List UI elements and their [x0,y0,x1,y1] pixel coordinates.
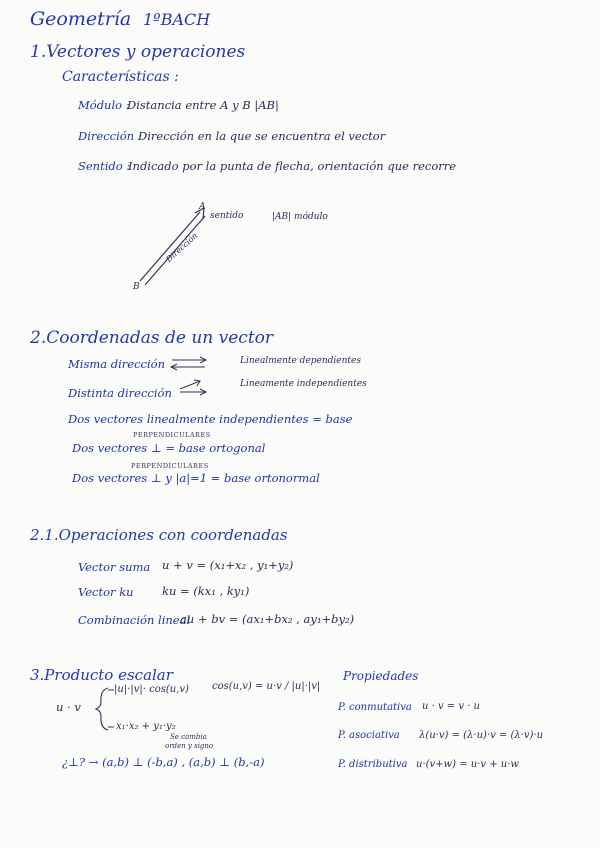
section-2-heading: 2.Coordenadas de un vector [30,328,274,348]
vector-ku-formula: ku = (kx₁ , ky₁) [162,584,250,598]
distributive-label: P. distributiva [338,759,408,770]
direccion-definition: Dirección en la que se encuentra el vector [138,129,386,143]
combinacion-lineal-label: Combinación lineal [78,613,191,627]
dot-product-modulus-formula: |u|·|v|· cos(u,v) [114,684,189,695]
combinacion-lineal-formula: au + bv = (ax₁+bx₂ , ay₁+by₂) [180,612,355,626]
figure-point-b: B [133,282,140,292]
change-note-2: orden y signo [165,742,214,750]
figure-point-a: A [199,202,206,212]
associative-label: P. asociativa [338,730,400,741]
section-2-1-heading: 2.1.Operaciones con coordenadas [30,526,288,544]
direccion-label: Dirección : [78,129,142,143]
cosine-formula: cos(u,v) = u·v / |u|·|v| [212,681,321,692]
vector-suma-formula: u + v = (x₁+x₂ , y₁+y₂) [162,558,294,572]
distinta-direccion-label: Distinta dirección [68,386,172,400]
figure-direccion-label: Dirección [164,231,200,264]
sentido-definition: Indicado por la punta de flecha, orientación que recorre [128,159,457,173]
properties-heading: Propiedades [343,669,419,683]
figure-modulo-label: |AB| módulo [272,212,328,222]
associative-formula: λ(u·v) = (λ·u)·v = (λ·v)·u [419,730,544,741]
vector-suma-label: Vector suma [78,560,151,574]
linealmente-independientes-label: Lineamente independientes [240,379,367,389]
notes-course: 1ºBACH [143,10,211,29]
figure-sentido-label: sentido [210,211,244,221]
modulo-definition: Distancia entre A y B |AB| [127,98,279,112]
perpendiculares-note-1: PERPENDICULARES [133,431,211,439]
base-ortogonal-definition: Dos vectores ⊥ = base ortogonal [72,441,266,455]
linealmente-dependientes-label: Linealmente dependientes [240,356,361,366]
sentido-label: Sentido : [78,159,131,173]
perpendiculares-note-2: PERPENDICULARES [131,462,209,470]
section-1-heading: 1.Vectores y operaciones [30,42,246,62]
modulo-label: Módulo : [78,98,130,112]
distributive-formula: u·(v+w) = u·v + u·w [416,759,519,770]
dot-product-coordinates-formula: x₁·x₂ + y₁·y₂ [116,721,176,732]
commutative-formula: u · v = v · u [422,701,480,712]
commutative-label: P. conmutativa [338,702,412,713]
misma-direccion-label: Misma dirección [68,357,166,371]
change-note-1: Se cambia [170,733,207,741]
dot-product-uv: u · v [56,700,81,714]
base-ortonormal-definition: Dos vectores ⊥ y |a|=1 = base ortonormal [72,471,320,485]
characteristics-subheading: Características : [62,69,179,85]
notes-subject: Geometría [30,8,132,30]
section-3-heading: 3.Producto escalar [30,666,173,684]
perpendicular-rule: ¿⊥? → (a,b) ⊥ (-b,a) , (a,b) ⊥ (b,-a) [62,755,265,769]
base-definition: Dos vectores linealmente independientes = base [68,412,353,426]
vector-ku-label: Vector ku [78,585,134,599]
